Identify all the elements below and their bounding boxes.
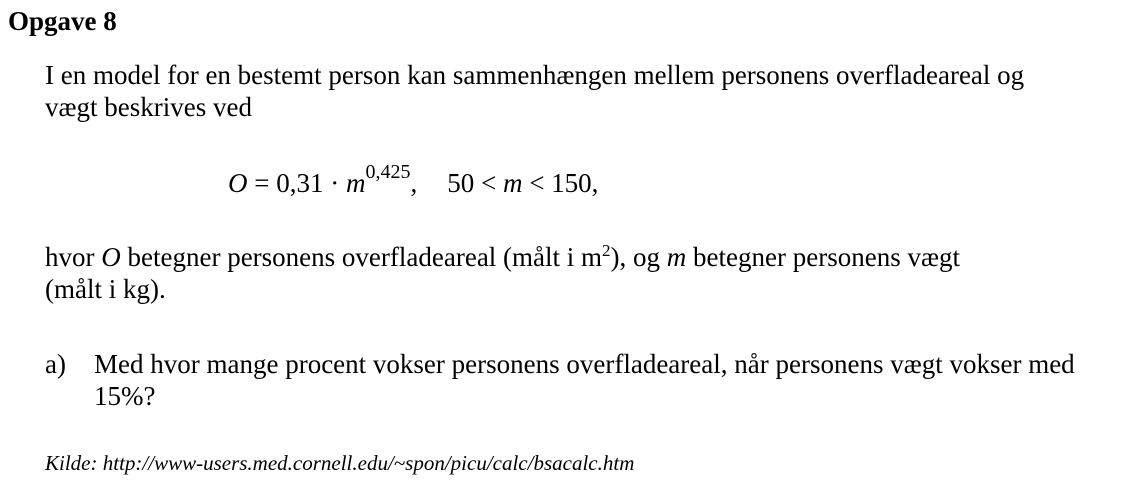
definition-text-4: betegner personens vægt bbox=[686, 242, 960, 272]
source-citation: Kilde: http://www-users.med.cornell.edu/~spon/picu/calc/bsacalc.htm bbox=[45, 451, 635, 475]
domain-upper: < 150, bbox=[522, 168, 599, 198]
formula-variable-o: O bbox=[228, 168, 248, 198]
formula-coefficient: = 0,31 · bbox=[247, 168, 346, 198]
unit-exponent: 2 bbox=[602, 241, 611, 260]
intro-paragraph bbox=[45, 59, 1135, 123]
definition-text-2: betegner personens overfladeareal (målt i m bbox=[120, 242, 603, 272]
domain-lower: 50 < bbox=[447, 168, 503, 198]
definition-text-1: hvor bbox=[45, 242, 102, 272]
exercise-title: Opgave 8 bbox=[8, 6, 117, 36]
definition-paragraph bbox=[45, 241, 1135, 305]
definition-line-2: (målt i kg). bbox=[45, 274, 166, 304]
definition-variable-o: O bbox=[101, 242, 121, 272]
intro-line-1: I en model for en bestemt person kan sammenhængen mellem personens overfladeareal og bbox=[45, 60, 1025, 90]
intro-line-2: vægt beskrives ved bbox=[45, 92, 252, 122]
definition-text-3: ), og bbox=[610, 242, 667, 272]
domain-variable-m: m bbox=[502, 168, 523, 198]
formula-separator: , bbox=[410, 168, 418, 198]
question-label: a) bbox=[45, 349, 66, 379]
formula-variable-m: m bbox=[345, 168, 366, 198]
formula-exponent: 0,425 bbox=[365, 161, 411, 183]
definition-variable-m: m bbox=[666, 242, 687, 272]
surface-area-formula bbox=[228, 161, 599, 199]
definition-line-1 bbox=[45, 241, 1135, 273]
question-text: Med hvor mange procent vokser personens overfladeareal, når personens vægt vokser med 15%? bbox=[94, 349, 1075, 411]
